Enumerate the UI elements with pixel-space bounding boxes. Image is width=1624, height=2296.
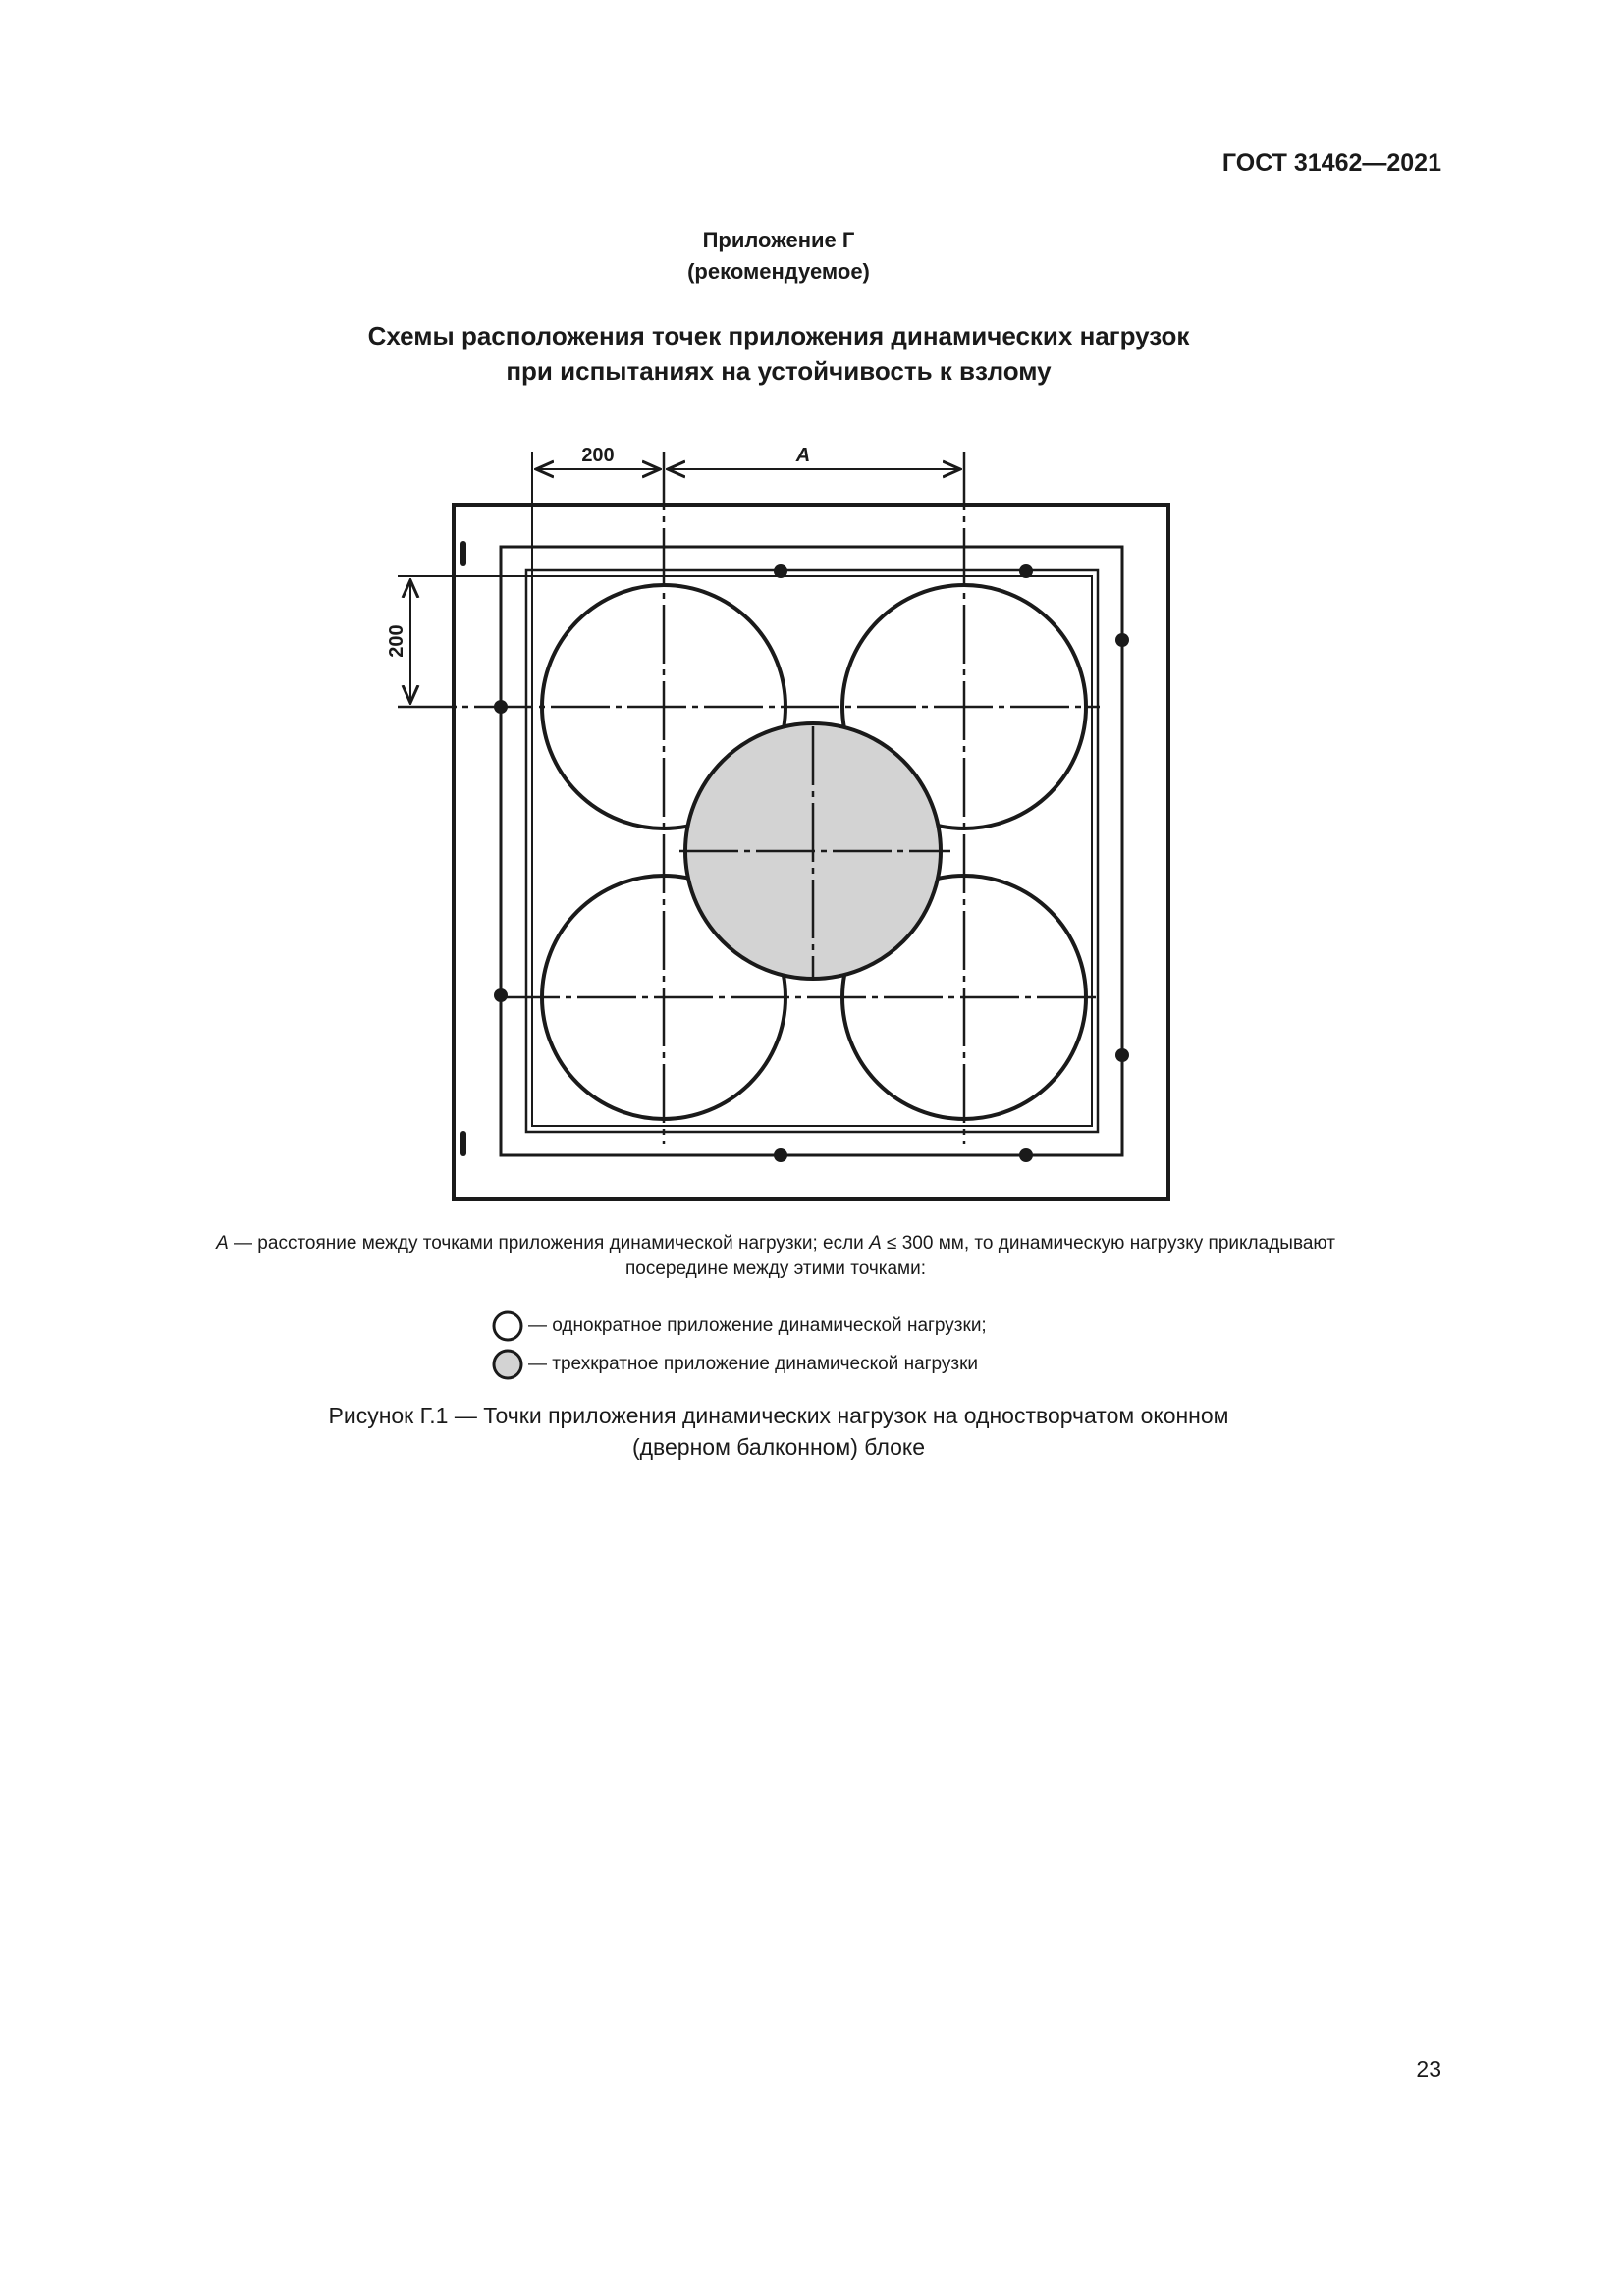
figure-drawing — [383, 432, 1247, 1217]
legend-triple — [491, 1347, 978, 1382]
caption-line2: (дверном балконном) блоке — [631, 1434, 926, 1460]
appendix-status: (рекомендуемое) — [687, 259, 870, 284]
note-var-a1: A — [216, 1233, 229, 1254]
hinge-top-icon — [460, 541, 466, 566]
lock-point-bottom-2 — [1019, 1148, 1033, 1162]
lock-point-top-2 — [1019, 564, 1033, 578]
note-var-a2: A — [869, 1233, 882, 1254]
legend-single-text: — однократное приложение динамической нагрузки; — [528, 1315, 987, 1336]
figure-note — [108, 1231, 1443, 1282]
lock-point-right-1 — [1115, 633, 1129, 647]
lock-point-left-2 — [494, 988, 508, 1002]
dimension-label-vertical-200: 200 — [386, 624, 407, 658]
note-line2: посередине между этими точками: — [624, 1258, 926, 1279]
note-line1 — [108, 1231, 1443, 1256]
dimension-label-A: A — [795, 445, 811, 466]
legend-single-circle-icon — [491, 1309, 524, 1343]
page-number: 23 — [1416, 2056, 1441, 2082]
figure-caption — [0, 1400, 1557, 1463]
lock-point-left-1 — [494, 700, 508, 714]
legend-triple-circle-icon — [491, 1348, 524, 1381]
appendix-title: Приложение Г — [702, 228, 855, 252]
legend-triple-text: — трехкратное приложение динамической нагрузки — [528, 1354, 979, 1374]
lock-point-top-1 — [774, 564, 787, 578]
section-title-line2: при испытаниях на устойчивость к взлому — [506, 356, 1052, 386]
document-code: ГОСТ 31462—2021 — [1221, 149, 1441, 177]
hinge-bottom-icon — [460, 1131, 466, 1156]
lock-point-right-2 — [1115, 1048, 1129, 1062]
note-text2: ≤ 300 мм, то динамическую нагрузку прикладывают — [881, 1233, 1335, 1254]
dimension-label-200: 200 — [581, 445, 615, 466]
note-text1: — расстояние между точками приложения динамической нагрузки; если — [228, 1233, 870, 1254]
lock-point-bottom-1 — [774, 1148, 787, 1162]
caption-line1: Рисунок Г.1 — Точки приложения динамических нагрузок на одностворчатом оконном — [328, 1403, 1229, 1428]
legend-single — [491, 1308, 987, 1344]
section-title-line1: Схемы расположения точек приложения динамических нагрузок — [367, 321, 1190, 350]
